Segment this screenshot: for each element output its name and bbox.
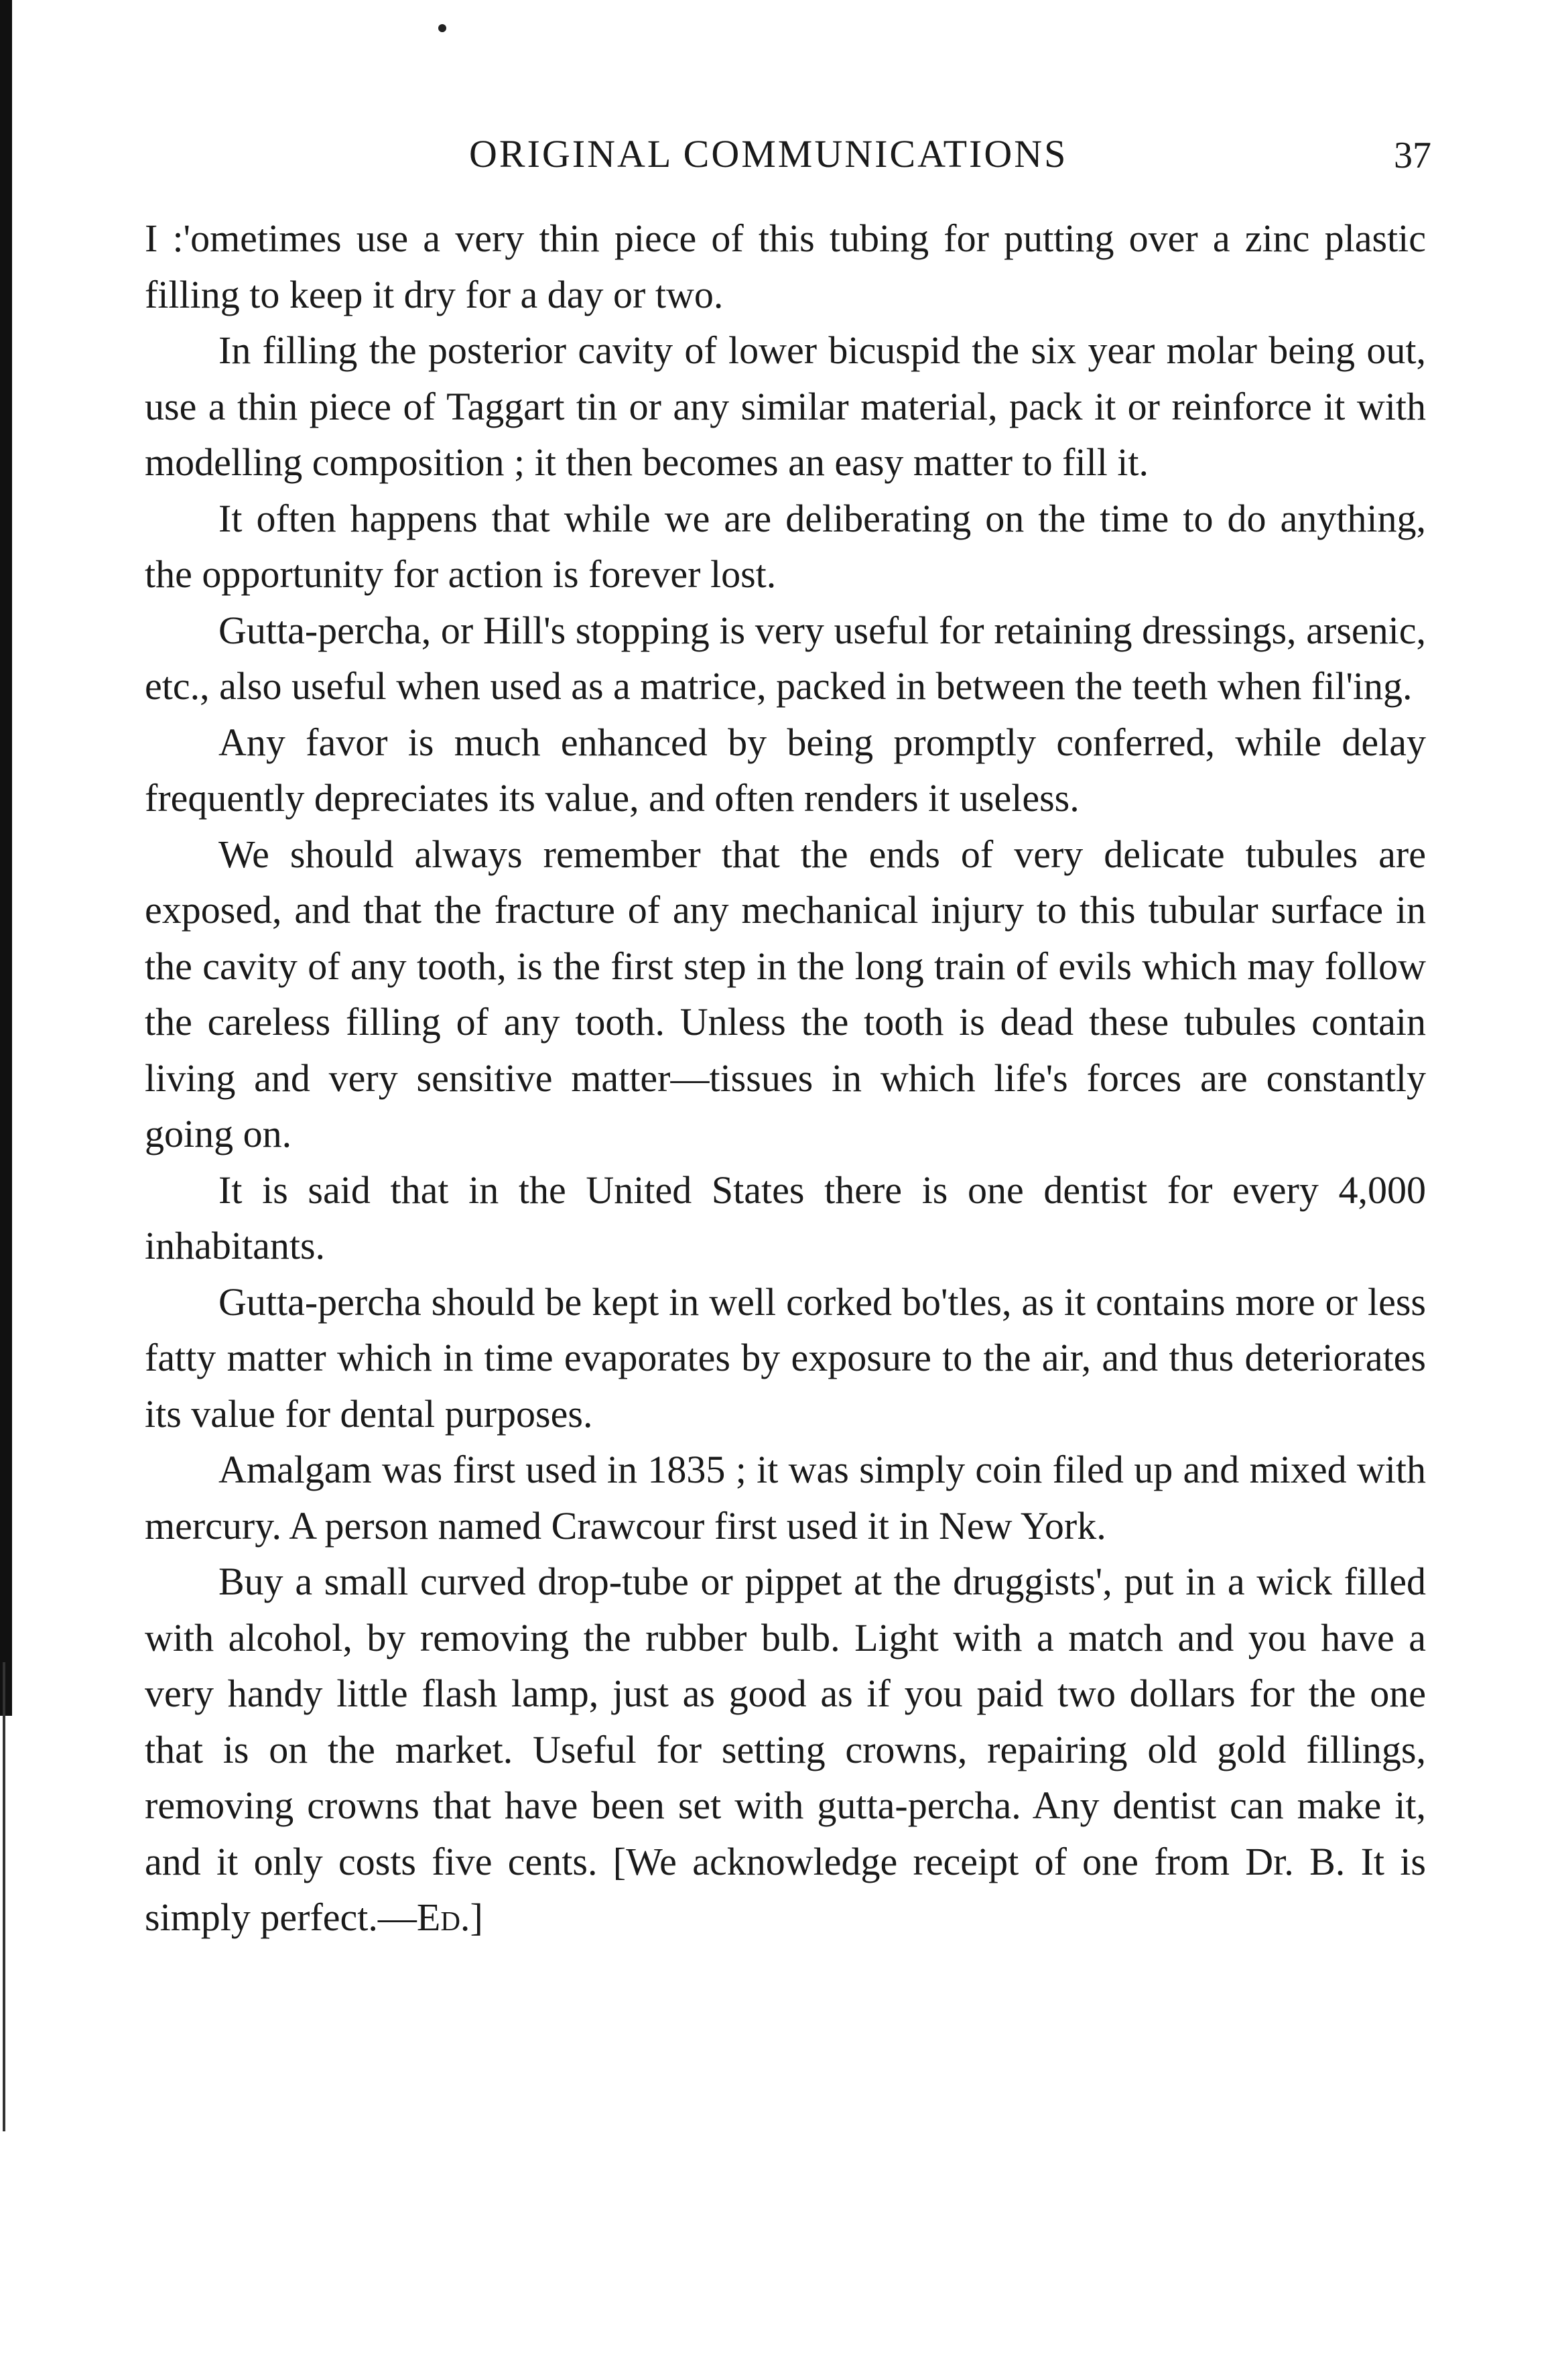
- scan-edge: [0, 0, 12, 1716]
- page-body: [145, 210, 1426, 1946]
- paragraph: Amalgam was first used in 1835 ; it was simply coin filed up and mixed with mercury. A person named Crawcour first used it in New York.: [145, 1448, 1426, 1548]
- closing-bracket: ]: [470, 1895, 483, 1939]
- paragraph-last: [145, 1554, 1426, 1946]
- page-speck: [438, 24, 446, 32]
- paragraph: Any favor is much enhanced by being promptly conferred, while delay frequently depreciates its value, and often renders it useless.: [145, 720, 1426, 820]
- page-number: 37: [1394, 135, 1431, 176]
- page-header: [145, 131, 1434, 185]
- paragraph: Gutta-percha should be kept in well corked bo'tles, as it contains more or less fatty matter which in time evaporates by exposure to the air, and thus deteriorates its value for dental purposes.: [145, 1279, 1426, 1436]
- paragraph: Gutta-percha, or Hill's stopping is very useful for retaining dressings, arsenic, etc., also useful when used as a matrice, packed in between the teeth when fil'ing.: [145, 608, 1426, 708]
- scan-edge-lower: [3, 1662, 5, 2131]
- paragraph-text: Buy a small curved drop-tube or pippet at the druggists', put in a wick filled with alcohol, by removing the rubber bulb. Light with a match and you have a very handy little flash lamp, just as good as if you paid two dollars for the one that is on the market. Useful for setting crowns, repairing old gold fillings, removing crowns that have been set with gutta-percha. Any dentist can make it, and it only costs five cents. [We acknowledge receipt of one from Dr. B. It is simply perfect.—: [145, 1560, 1426, 1939]
- editor-mark: Ed.: [416, 1895, 470, 1939]
- paragraph: We should always remember that the ends of very delicate tubules are exposed, and that the fracture of any mechanical injury to this tubular surface in the cavity of any tooth, is the first step in the long train of evils which may follow the careless filling of any tooth. Unless the tooth is dead these tubules contain living and very sensitive matter—tissues in which life's forces are constantly going on.: [145, 832, 1426, 1155]
- paragraph: I :'ometimes use a very thin piece of this tubing for putting over a zinc plastic filling to keep it dry for a day or two.: [145, 216, 1426, 316]
- paragraph: In filling the posterior cavity of lower bicuspid the six year molar being out, use a thin piece of Taggart tin or any similar material, pack it or reinforce it with modelling composition ; it then becomes an easy matter to fill it.: [145, 328, 1426, 484]
- paragraph: It is said that in the United States there is one dentist for every 4,000 inhabitants.: [145, 1168, 1426, 1267]
- running-head: ORIGINAL COMMUNICATIONS: [469, 132, 1068, 176]
- paragraph: It often happens that while we are deliberating on the time to do anything, the opportunity for action is forever lost.: [145, 496, 1426, 596]
